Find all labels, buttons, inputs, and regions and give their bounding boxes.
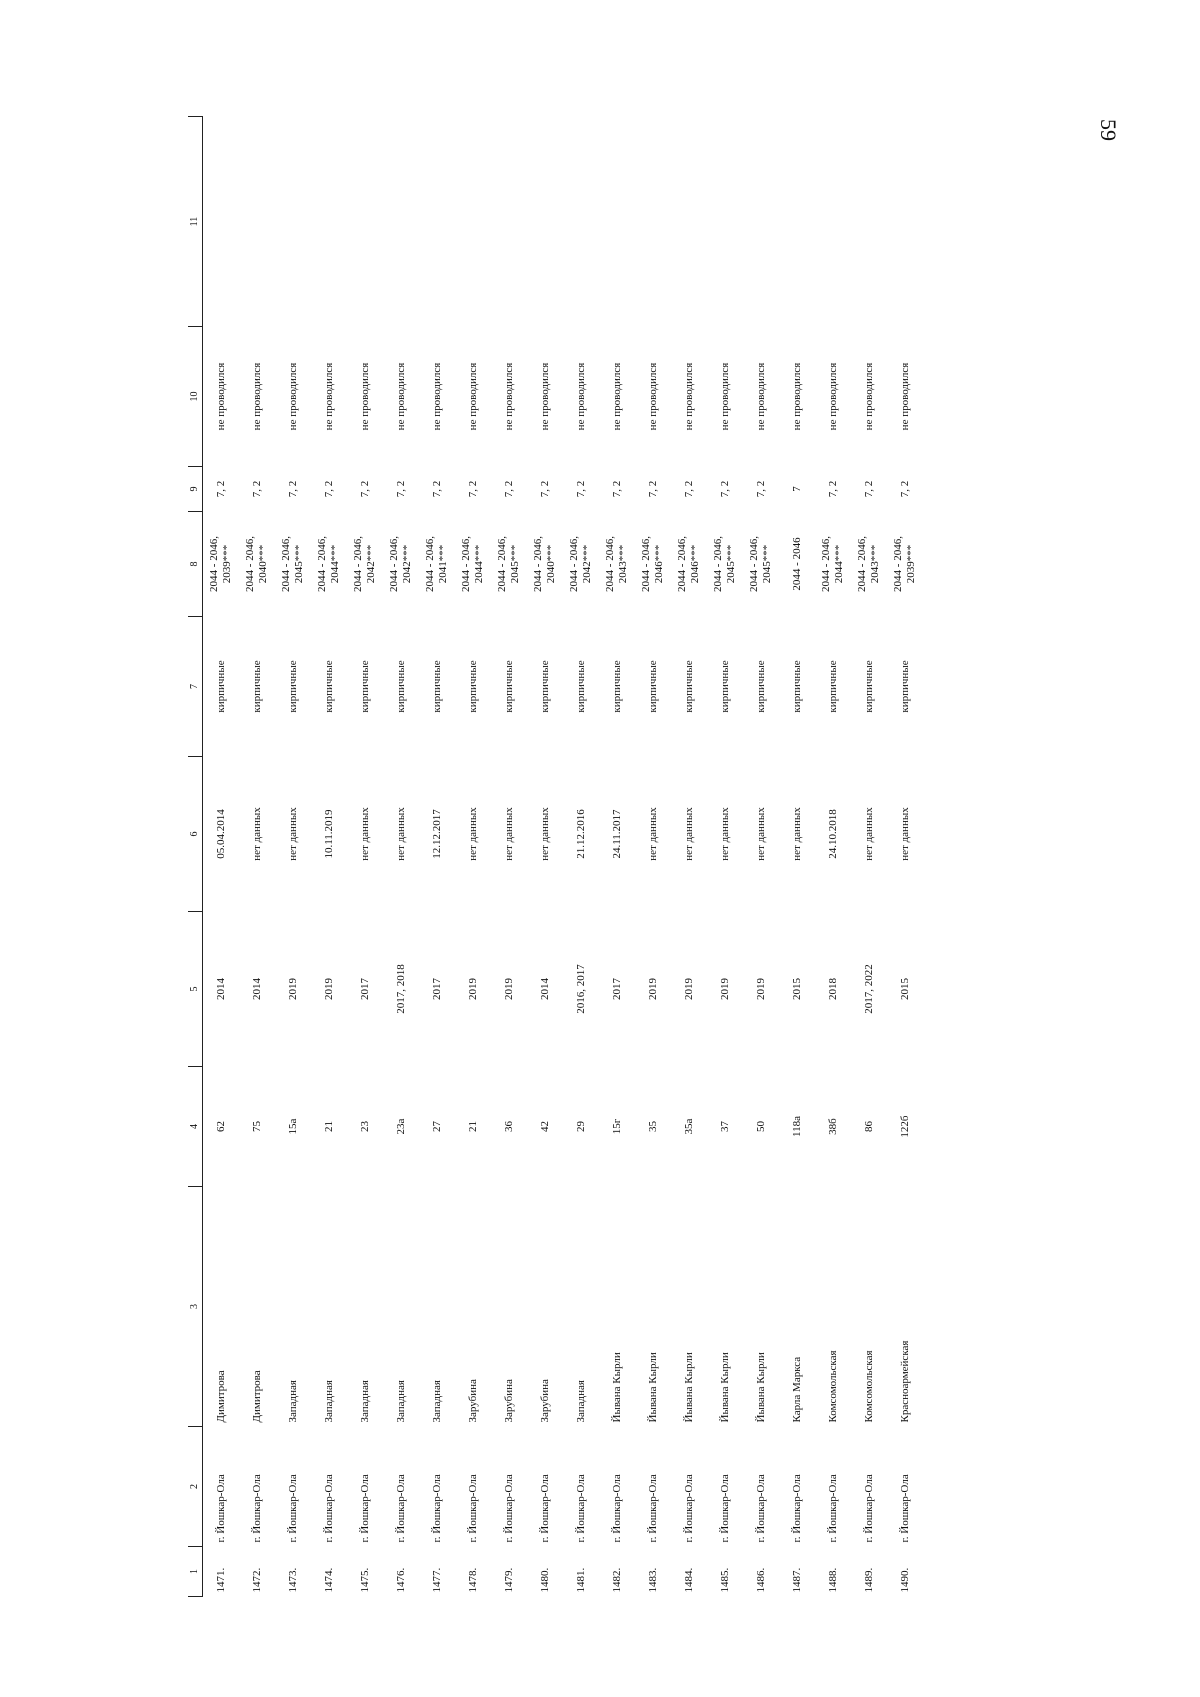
- material-cell: кирпичные: [826, 660, 839, 713]
- code-cell: 7, 2: [898, 480, 911, 498]
- year-cell: 2015: [898, 978, 911, 1000]
- empty-cell: [851, 117, 887, 327]
- row-number: 1482.: [610, 1567, 623, 1593]
- material-cell: кирпичные: [286, 660, 299, 713]
- period-main: 2044 - 2046,: [352, 536, 364, 592]
- house-number-cell: 29: [574, 1121, 587, 1132]
- period-main: 2044 - 2046,: [856, 536, 868, 592]
- street-cell: Западная: [430, 1380, 443, 1423]
- date-cell: нет данных: [646, 807, 659, 861]
- column-number: 4: [188, 1067, 203, 1187]
- code-cell: 7, 2: [430, 480, 443, 498]
- period-extra: 2040***: [257, 544, 269, 584]
- table-row: [779, 117, 815, 1597]
- street-cell: Димитрова: [214, 1370, 227, 1423]
- table-row: [239, 117, 275, 1597]
- status-cell: не проводился: [862, 362, 875, 431]
- house-number-cell: 38б: [826, 1118, 839, 1135]
- date-cell: нет данных: [250, 807, 263, 861]
- period-extra: 2046***: [653, 544, 665, 584]
- period-main: 2044 - 2046,: [820, 536, 832, 592]
- row-number: 1489.: [862, 1567, 875, 1593]
- period-extra: 2044***: [833, 544, 845, 584]
- material-cell: кирпичные: [898, 660, 911, 713]
- table-row: [491, 117, 527, 1597]
- empty-cell: [815, 117, 851, 327]
- table-row: [455, 117, 491, 1597]
- status-cell: не проводился: [898, 362, 911, 431]
- material-cell: кирпичные: [394, 660, 407, 713]
- street-cell: Западная: [574, 1380, 587, 1423]
- date-cell: нет данных: [466, 807, 479, 861]
- empty-cell: [887, 117, 923, 327]
- period-extra: 2045***: [293, 544, 305, 584]
- period-extra: 2039***: [905, 544, 917, 584]
- year-cell: 2019: [286, 978, 299, 1000]
- code-cell: 7, 2: [466, 480, 479, 498]
- date-cell: нет данных: [502, 807, 515, 861]
- column-number: 3: [188, 1187, 203, 1427]
- city-cell: г. Йошкар-Ола: [538, 1474, 551, 1543]
- material-cell: кирпичные: [862, 660, 875, 713]
- period-main: 2044 - 2046,: [460, 536, 472, 592]
- period-main: 2044 - 2046,: [280, 536, 292, 592]
- city-cell: г. Йошкар-Ола: [502, 1474, 515, 1543]
- street-cell: Зарубина: [538, 1379, 551, 1423]
- city-cell: г. Йошкар-Ола: [682, 1474, 695, 1543]
- street-cell: Западная: [286, 1380, 299, 1423]
- status-cell: не проводился: [286, 362, 299, 431]
- date-cell: 10.11.2019: [322, 809, 335, 859]
- date-cell: нет данных: [718, 807, 731, 861]
- house-number-cell: 21: [322, 1121, 335, 1132]
- empty-cell: [347, 117, 383, 327]
- table-row: [599, 117, 635, 1597]
- period-main: 2044 - 2046,: [316, 536, 328, 592]
- house-number-cell: 35а: [682, 1118, 695, 1135]
- empty-cell: [239, 117, 275, 327]
- date-cell: нет данных: [754, 807, 767, 861]
- year-cell: 2017, 2018: [394, 964, 407, 1014]
- code-cell: 7, 2: [250, 480, 263, 498]
- period-main: 2044 - 2046,: [532, 536, 544, 592]
- empty-cell: [383, 117, 419, 327]
- period-cell: [527, 512, 563, 617]
- period-cell: [203, 512, 240, 617]
- street-cell: Йывана Кырли: [718, 1352, 731, 1423]
- period-cell: [455, 512, 491, 617]
- empty-cell: [779, 117, 815, 327]
- period-main: 2044 - 2046,: [244, 536, 256, 592]
- status-cell: не проводился: [718, 362, 731, 431]
- year-cell: 2019: [682, 978, 695, 1000]
- column-number: 9: [188, 467, 203, 512]
- period-cell: [419, 512, 455, 617]
- row-number: 1483.: [646, 1567, 659, 1593]
- period-main: 2044 - 2046,: [712, 536, 724, 592]
- empty-cell: [563, 117, 599, 327]
- row-number: 1473.: [286, 1567, 299, 1593]
- date-cell: нет данных: [682, 807, 695, 861]
- period-main: 2044 - 2046,: [208, 536, 220, 592]
- row-number: 1486.: [754, 1567, 767, 1593]
- empty-cell: [455, 117, 491, 327]
- date-cell: 05.04.2014: [214, 809, 227, 859]
- code-cell: 7, 2: [214, 480, 227, 498]
- period-cell: [707, 512, 743, 617]
- row-number: 1487.: [790, 1567, 803, 1593]
- street-cell: Комсомольская: [826, 1350, 839, 1423]
- street-cell: Западная: [358, 1380, 371, 1423]
- code-cell: 7, 2: [358, 480, 371, 498]
- street-cell: Йывана Кырли: [754, 1352, 767, 1423]
- date-cell: нет данных: [358, 807, 371, 861]
- period-main: 2044 - 2046: [790, 537, 803, 591]
- year-cell: 2017: [358, 978, 371, 1000]
- year-cell: 2019: [322, 978, 335, 1000]
- code-cell: 7, 2: [862, 480, 875, 498]
- table-row: [563, 117, 599, 1597]
- house-number-cell: 118а: [790, 1116, 803, 1137]
- year-cell: 2014: [250, 978, 263, 1000]
- period-extra: 2043***: [869, 544, 881, 584]
- material-cell: кирпичные: [430, 660, 443, 713]
- date-cell: 24.11.2017: [610, 809, 623, 859]
- period-main: 2044 - 2046,: [424, 536, 436, 592]
- status-cell: не проводился: [646, 362, 659, 431]
- column-number: 2: [188, 1427, 203, 1547]
- date-cell: нет данных: [898, 807, 911, 861]
- street-cell: Йывана Кырли: [682, 1352, 695, 1423]
- period-cell: [491, 512, 527, 617]
- period-cell: [671, 512, 707, 617]
- column-number: 6: [188, 757, 203, 912]
- table-row: [707, 117, 743, 1597]
- year-cell: 2019: [502, 978, 515, 1000]
- period-cell: [311, 512, 347, 617]
- table-row: [275, 117, 311, 1597]
- status-cell: не проводился: [430, 362, 443, 431]
- period-cell: [383, 512, 419, 617]
- year-cell: 2019: [466, 978, 479, 1000]
- period-main: 2044 - 2046,: [604, 536, 616, 592]
- period-extra: 2044***: [329, 544, 341, 584]
- status-cell: не проводился: [754, 362, 767, 431]
- status-cell: не проводился: [358, 362, 371, 431]
- period-extra: 2042***: [401, 544, 413, 584]
- period-main: 2044 - 2046,: [640, 536, 652, 592]
- city-cell: г. Йошкар-Ола: [466, 1474, 479, 1543]
- table-row: [527, 117, 563, 1597]
- status-cell: не проводился: [502, 362, 515, 431]
- house-number-cell: 15а: [286, 1118, 299, 1135]
- housing-register-table: [188, 116, 923, 1597]
- status-cell: не проводился: [466, 362, 479, 431]
- table-row: [419, 117, 455, 1597]
- row-number: 1475.: [358, 1567, 371, 1593]
- code-cell: 7: [790, 486, 803, 492]
- material-cell: кирпичные: [682, 660, 695, 713]
- city-cell: г. Йошкар-Ола: [214, 1474, 227, 1543]
- house-number-cell: 122б: [898, 1115, 911, 1138]
- period-cell: [275, 512, 311, 617]
- status-cell: не проводился: [250, 362, 263, 431]
- city-cell: г. Йошкар-Ола: [718, 1474, 731, 1543]
- period-extra: 2044***: [473, 544, 485, 584]
- date-cell: нет данных: [286, 807, 299, 861]
- page-number: 59: [1096, 119, 1121, 141]
- year-cell: 2017: [430, 978, 443, 1000]
- street-cell: Западная: [394, 1380, 407, 1423]
- house-number-cell: 86: [862, 1121, 875, 1132]
- table-row: [203, 117, 240, 1597]
- street-cell: Комсомольская: [862, 1350, 875, 1423]
- empty-cell: [203, 117, 240, 327]
- table-body: [203, 117, 924, 1597]
- table-row: [635, 117, 671, 1597]
- status-cell: не проводился: [214, 362, 227, 431]
- status-cell: не проводился: [538, 362, 551, 431]
- code-cell: 7, 2: [754, 480, 767, 498]
- status-cell: не проводился: [394, 362, 407, 431]
- city-cell: г. Йошкар-Ола: [862, 1474, 875, 1543]
- year-cell: 2019: [646, 978, 659, 1000]
- city-cell: г. Йошкар-Ола: [358, 1474, 371, 1543]
- period-extra: 2041***: [437, 544, 449, 584]
- column-number: 5: [188, 912, 203, 1067]
- period-extra: 2042***: [365, 544, 377, 584]
- date-cell: нет данных: [394, 807, 407, 861]
- material-cell: кирпичные: [358, 660, 371, 713]
- row-number: 1471.: [214, 1567, 227, 1593]
- code-cell: 7, 2: [538, 480, 551, 498]
- period-main: 2044 - 2046,: [748, 536, 760, 592]
- house-number-cell: 42: [538, 1121, 551, 1132]
- city-cell: г. Йошкар-Ола: [250, 1474, 263, 1543]
- year-cell: 2015: [790, 978, 803, 1000]
- row-number: 1488.: [826, 1567, 839, 1593]
- year-cell: 2014: [538, 978, 551, 1000]
- city-cell: г. Йошкар-Ола: [826, 1474, 839, 1543]
- house-number-cell: 75: [250, 1121, 263, 1132]
- empty-cell: [635, 117, 671, 327]
- row-number: 1481.: [574, 1567, 587, 1593]
- code-cell: 7, 2: [646, 480, 659, 498]
- column-number: 1: [188, 1547, 203, 1597]
- row-number: 1477.: [430, 1567, 443, 1593]
- period-extra: 2042***: [581, 544, 593, 584]
- empty-cell: [491, 117, 527, 327]
- code-cell: 7, 2: [394, 480, 407, 498]
- period-cell: [851, 512, 887, 617]
- material-cell: кирпичные: [610, 660, 623, 713]
- period-cell: [239, 512, 275, 617]
- city-cell: г. Йошкар-Ола: [754, 1474, 767, 1543]
- year-cell: 2018: [826, 978, 839, 1000]
- row-number: 1472.: [250, 1567, 263, 1593]
- house-number-cell: 23а: [394, 1118, 407, 1135]
- code-cell: 7, 2: [718, 480, 731, 498]
- house-number-cell: 21: [466, 1121, 479, 1132]
- empty-cell: [419, 117, 455, 327]
- row-number: 1474.: [322, 1567, 335, 1593]
- code-cell: 7, 2: [826, 480, 839, 498]
- status-cell: не проводился: [790, 362, 803, 431]
- year-cell: 2016, 2017: [574, 964, 587, 1014]
- table-row: [887, 117, 923, 1597]
- year-cell: 2017, 2022: [862, 964, 875, 1014]
- house-number-cell: 15г: [610, 1118, 623, 1135]
- row-number: 1476.: [394, 1567, 407, 1593]
- empty-cell: [707, 117, 743, 327]
- city-cell: г. Йошкар-Ола: [898, 1474, 911, 1543]
- column-number: 10: [188, 327, 203, 467]
- city-cell: г. Йошкар-Ола: [286, 1474, 299, 1543]
- material-cell: кирпичные: [214, 660, 227, 713]
- house-number-cell: 50: [754, 1121, 767, 1132]
- year-cell: 2019: [754, 978, 767, 1000]
- period-main: 2044 - 2046,: [676, 536, 688, 592]
- table-row: [851, 117, 887, 1597]
- table-row: [347, 117, 383, 1597]
- period-extra: 2043***: [617, 544, 629, 584]
- empty-cell: [671, 117, 707, 327]
- house-number-cell: 36: [502, 1121, 515, 1132]
- period-main: 2044 - 2046,: [892, 536, 904, 592]
- year-cell: 2017: [610, 978, 623, 1000]
- date-cell: нет данных: [790, 807, 803, 861]
- house-number-cell: 23: [358, 1121, 371, 1132]
- status-cell: не проводился: [610, 362, 623, 431]
- row-number: 1484.: [682, 1567, 695, 1593]
- code-cell: 7, 2: [574, 480, 587, 498]
- period-extra: 2045***: [761, 544, 773, 584]
- material-cell: кирпичные: [574, 660, 587, 713]
- street-cell: Зарубина: [466, 1379, 479, 1423]
- house-number-cell: 37: [718, 1121, 731, 1132]
- period-cell: [347, 512, 383, 617]
- table-row: [311, 117, 347, 1597]
- material-cell: кирпичные: [250, 660, 263, 713]
- empty-cell: [743, 117, 779, 327]
- period-cell: [743, 512, 779, 617]
- house-number-cell: 35: [646, 1121, 659, 1132]
- material-cell: кирпичные: [502, 660, 515, 713]
- period-extra: 2046***: [689, 544, 701, 584]
- material-cell: кирпичные: [466, 660, 479, 713]
- code-cell: 7, 2: [322, 480, 335, 498]
- empty-cell: [311, 117, 347, 327]
- period-main: 2044 - 2046,: [388, 536, 400, 592]
- street-cell: Карла Маркса: [790, 1356, 803, 1423]
- column-number: 8: [188, 512, 203, 617]
- year-cell: 2014: [214, 978, 227, 1000]
- street-cell: Зарубина: [502, 1379, 515, 1423]
- city-cell: г. Йошкар-Ола: [574, 1474, 587, 1543]
- date-cell: 12.12.2017: [430, 809, 443, 859]
- street-cell: Западная: [322, 1380, 335, 1423]
- period-cell: [887, 512, 923, 617]
- table-row: [743, 117, 779, 1597]
- empty-cell: [275, 117, 311, 327]
- period-cell: [599, 512, 635, 617]
- material-cell: кирпичные: [538, 660, 551, 713]
- row-number: 1479.: [502, 1567, 515, 1593]
- row-number: 1490.: [898, 1567, 911, 1593]
- empty-cell: [527, 117, 563, 327]
- material-cell: кирпичные: [322, 660, 335, 713]
- street-cell: Йывана Кырли: [646, 1352, 659, 1423]
- table-row: [815, 117, 851, 1597]
- status-cell: не проводился: [682, 362, 695, 431]
- city-cell: г. Йошкар-Ола: [394, 1474, 407, 1543]
- empty-cell: [599, 117, 635, 327]
- street-cell: Димитрова: [250, 1370, 263, 1423]
- code-cell: 7, 2: [682, 480, 695, 498]
- city-cell: г. Йошкар-Ола: [322, 1474, 335, 1543]
- date-cell: 24.10.2018: [826, 809, 839, 859]
- material-cell: кирпичные: [754, 660, 767, 713]
- column-number-row: [188, 117, 203, 1597]
- date-cell: 21.12.2016: [574, 809, 587, 859]
- row-number: 1480.: [538, 1567, 551, 1593]
- column-number: 11: [188, 117, 203, 327]
- row-number: 1478.: [466, 1567, 479, 1593]
- period-cell: [563, 512, 599, 617]
- status-cell: не проводился: [826, 362, 839, 431]
- table-row: [671, 117, 707, 1597]
- row-number: 1485.: [718, 1567, 731, 1593]
- city-cell: г. Йошкар-Ола: [430, 1474, 443, 1543]
- year-cell: 2019: [718, 978, 731, 1000]
- house-number-cell: 62: [214, 1121, 227, 1132]
- rotated-table-container: [188, 117, 1018, 1597]
- material-cell: кирпичные: [790, 660, 803, 713]
- street-cell: Красноармейская: [898, 1340, 911, 1423]
- period-extra: 2039***: [221, 544, 233, 584]
- material-cell: кирпичные: [718, 660, 731, 713]
- column-number: 7: [188, 617, 203, 757]
- street-cell: Йывана Кырли: [610, 1352, 623, 1423]
- code-cell: 7, 2: [286, 480, 299, 498]
- city-cell: г. Йошкар-Ола: [646, 1474, 659, 1543]
- status-cell: не проводился: [322, 362, 335, 431]
- table-row: [383, 117, 419, 1597]
- period-main: 2044 - 2046,: [568, 536, 580, 592]
- material-cell: кирпичные: [646, 660, 659, 713]
- date-cell: нет данных: [862, 807, 875, 861]
- city-cell: г. Йошкар-Ола: [790, 1474, 803, 1543]
- period-extra: 2040***: [545, 544, 557, 584]
- city-cell: г. Йошкар-Ола: [610, 1474, 623, 1543]
- status-cell: не проводился: [574, 362, 587, 431]
- period-cell: [779, 512, 815, 617]
- period-extra: 2045***: [725, 544, 737, 584]
- code-cell: 7, 2: [610, 480, 623, 498]
- period-cell: [635, 512, 671, 617]
- period-extra: 2045***: [509, 544, 521, 584]
- house-number-cell: 27: [430, 1121, 443, 1132]
- period-cell: [815, 512, 851, 617]
- period-main: 2044 - 2046,: [496, 536, 508, 592]
- code-cell: 7, 2: [502, 480, 515, 498]
- date-cell: нет данных: [538, 807, 551, 861]
